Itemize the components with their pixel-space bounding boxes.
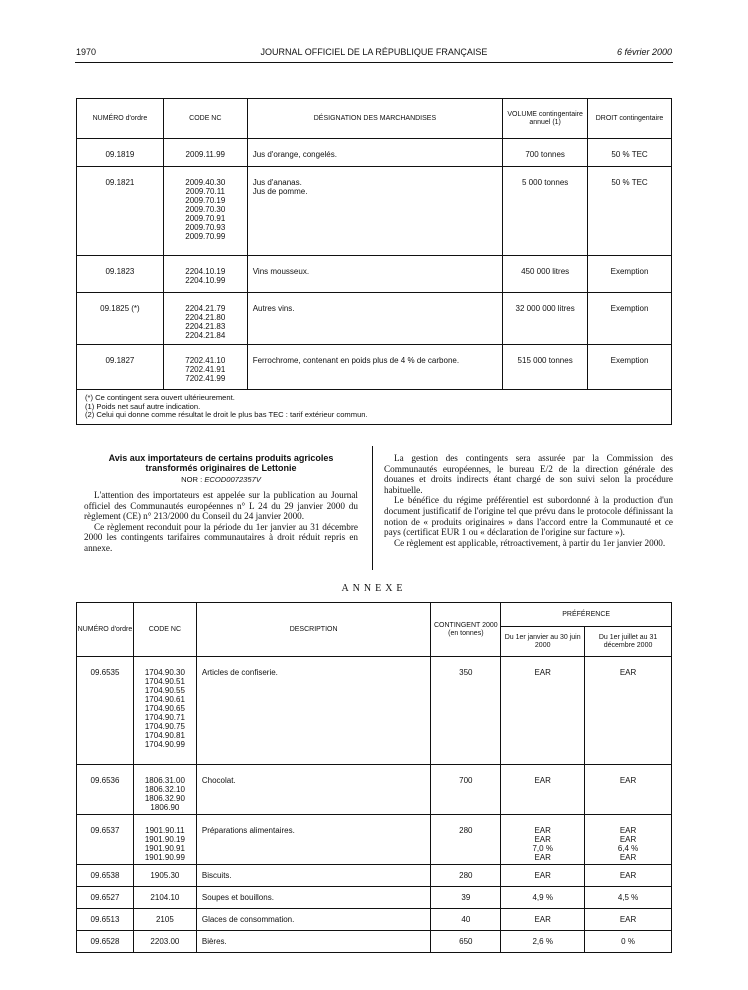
- col-header-contingent: CONTINGENT 2000 (en tonnes): [431, 603, 501, 657]
- period2-cell-line: 0 %: [621, 937, 635, 946]
- volume-cell-line: 450 000 litres: [521, 267, 570, 276]
- period2-cell-line: EAR: [619, 871, 637, 880]
- code-nc-cell: [163, 139, 247, 167]
- description-cell-line: Glaces de consommation.: [201, 915, 295, 924]
- description-cell-line: Soupes et bouillons.: [201, 893, 274, 902]
- contingent-cell-line: 39: [461, 893, 471, 902]
- description-cell-line: Biscuits.: [201, 871, 232, 880]
- code-nc-cell-line: 2104.10: [150, 893, 180, 902]
- numero-cell-line: 09.6538: [90, 871, 120, 880]
- numero-cell-line: 09.6527: [90, 893, 120, 902]
- designation-cell: [247, 345, 502, 390]
- nor-value: ECOD0072357V: [204, 475, 261, 484]
- period1-cell: [501, 865, 585, 887]
- code-nc-cell-line: 2105: [155, 915, 174, 924]
- col-header-description: DESCRIPTION: [196, 603, 431, 657]
- description-cell-line: Préparations alimentaires.: [201, 826, 295, 835]
- numero-cell-line: 09.6537: [90, 826, 120, 835]
- col-header-volume: VOLUME contingentaire annuel (1): [503, 99, 588, 139]
- col-header-period2: Du 1er juillet au 31 décembre 2000: [585, 627, 672, 657]
- period1-cell: [501, 931, 585, 953]
- code-nc-cell-line: 2009.11.99: [185, 150, 225, 159]
- nor-label: NOR :: [181, 475, 203, 484]
- code-nc-cell-line: 1704.90.65: [144, 704, 185, 713]
- code-nc-cell: [133, 931, 196, 953]
- numero-cell-line: 09.6513: [90, 915, 120, 924]
- code-nc-cell-line: 1704.90.30: [144, 668, 185, 677]
- period2-cell: [585, 865, 672, 887]
- notice-paragraph: La gestion des contingents sera assurée par la Commission des Communautés européennes, le bureau E/2 de la direction générale des douanes et droits indirects étant chargé de son suivi selon la procédure habituelle.: [384, 453, 673, 495]
- numero-cell-line: 09.6528: [90, 937, 120, 946]
- description-cell: [196, 765, 431, 815]
- code-nc-cell-line: 1806.31.00: [144, 776, 185, 785]
- contingent-cell: [431, 765, 501, 815]
- code-nc-cell-line: 1905.30: [150, 871, 180, 880]
- table-row: [77, 256, 672, 293]
- numero-cell: [77, 293, 164, 345]
- period2-cell-line: 4,5 %: [617, 893, 639, 902]
- droit-cell: [588, 256, 672, 293]
- table-row: [77, 909, 672, 931]
- contingent-cell-line: 280: [459, 871, 473, 880]
- contingent-cell-line: 650: [459, 937, 473, 946]
- code-nc-cell: [133, 887, 196, 909]
- code-nc-cell-line: 2204.21.79: [185, 304, 226, 313]
- col-header-preference: PRÉFÉRENCE: [501, 603, 672, 627]
- period1-cell: [501, 887, 585, 909]
- contingent-cell: [431, 865, 501, 887]
- designation-cell-line: Jus de pomme.: [252, 187, 308, 196]
- table-notes: [77, 390, 672, 425]
- contingent-cell: [431, 931, 501, 953]
- designation-cell-line: Autres vins.: [252, 304, 295, 313]
- contingent-cell-line: 700: [459, 776, 473, 785]
- code-nc-cell-line: 1901.90.99: [144, 853, 185, 862]
- period1-cell-line: EAR: [534, 853, 551, 862]
- table-row: [77, 765, 672, 815]
- volume-cell: [503, 167, 588, 256]
- period2-cell-line: EAR: [619, 835, 637, 844]
- code-nc-cell: [133, 815, 196, 865]
- header-rule: [75, 62, 673, 63]
- note-line: (1) Poids net sauf autre indication.: [85, 401, 201, 411]
- period2-cell-line: EAR: [619, 776, 637, 785]
- code-nc-cell-line: 7202.41.99: [185, 374, 226, 383]
- numero-cell: [77, 815, 134, 865]
- period1-cell: [501, 815, 585, 865]
- numero-cell-line: 09.1827: [105, 356, 135, 365]
- droit-cell-line: 50 % TEC: [611, 150, 648, 159]
- description-cell: [196, 815, 431, 865]
- quota-table: [76, 98, 672, 425]
- period2-cell-line: EAR: [619, 853, 637, 862]
- designation-cell: [247, 167, 502, 256]
- numero-cell-line: 09.1821: [105, 178, 135, 187]
- period2-cell: [585, 931, 672, 953]
- col-header-numero: NUMÉRO d'ordre: [77, 99, 164, 139]
- notice-paragraph: Le bénéfice du régime préférentiel est subordonné à la production d'un document justificatif de l'origine tel que prévu dans le protocole définissant la notion de « produits originaires » dans l'accord entre la Communauté et ce pays (certificat EUR 1 ou « déclaration de l'origine sur facture »).: [384, 495, 673, 538]
- description-cell: [196, 931, 431, 953]
- droit-cell-line: 50 % TEC: [611, 178, 648, 187]
- annexe-table: [76, 602, 672, 953]
- numero-cell-line: 09.1825 (*): [100, 304, 140, 313]
- code-nc-cell-line: 1704.90.75: [144, 722, 185, 731]
- contingent-cell: [431, 815, 501, 865]
- period2-cell-line: EAR: [619, 668, 637, 677]
- table-row: [77, 139, 672, 167]
- period2-cell: [585, 765, 672, 815]
- table-row: [77, 865, 672, 887]
- designation-cell: [247, 139, 502, 167]
- numero-cell: [77, 887, 134, 909]
- description-cell: [196, 909, 431, 931]
- code-nc-cell-line: 1901.90.19: [144, 835, 185, 844]
- contingent-cell: [431, 657, 501, 765]
- numero-cell: [77, 139, 164, 167]
- table-row: [77, 657, 672, 765]
- code-nc-cell-line: 2204.10.99: [185, 276, 226, 285]
- volume-cell: [503, 293, 588, 345]
- numero-cell-line: 09.1823: [105, 267, 135, 276]
- volume-cell-line: 700 tonnes: [525, 150, 565, 159]
- code-nc-cell: [163, 345, 247, 390]
- code-nc-cell-line: 1806.32.10: [144, 785, 185, 794]
- volume-cell-line: 5 000 tonnes: [522, 178, 569, 187]
- description-cell-line: Bières.: [201, 937, 227, 946]
- col-header-designation: DÉSIGNATION DES MARCHANDISES: [247, 99, 502, 139]
- code-nc-cell-line: 1806.90: [150, 803, 180, 812]
- note-line: (*) Ce contingent sera ouvert ultérieurement.: [85, 393, 235, 402]
- code-nc-cell-line: 2009.40.30: [185, 178, 226, 187]
- period1-cell: [501, 657, 585, 765]
- designation-cell-line: Ferrochrome, contenant en poids plus de 4 % de carbone.: [252, 356, 460, 365]
- numero-cell: [77, 167, 164, 256]
- notice-left-column: [84, 453, 358, 554]
- code-nc-cell-line: 2204.10.19: [185, 267, 226, 276]
- code-nc-cell-line: 7202.41.91: [185, 365, 226, 374]
- volume-cell-line: 515 000 tonnes: [517, 356, 573, 365]
- contingent-cell-line: 350: [459, 668, 473, 677]
- table-row: [77, 345, 672, 390]
- code-nc-cell-line: 2203.00: [150, 937, 180, 946]
- table-row: [77, 931, 672, 953]
- volume-cell-line: 32 000 000 litres: [515, 304, 575, 313]
- notice-paragraph: Ce règlement reconduit pour la période du 1er janvier au 31 décembre 2000 les contingents tarifaires communautaires à droit réduit repris en annexe.: [84, 521, 358, 553]
- page-date: 6 février 2000: [616, 47, 672, 57]
- period1-cell-line: EAR: [534, 826, 551, 835]
- period2-cell-line: 6,4 %: [617, 844, 639, 853]
- droit-cell-line: Exemption: [610, 267, 649, 276]
- code-nc-cell-line: 1704.90.55: [144, 686, 185, 695]
- contingent-cell-line: 280: [459, 826, 473, 835]
- code-nc-cell-line: 2204.21.84: [185, 331, 226, 340]
- period2-cell: [585, 657, 672, 765]
- table-row: [77, 815, 672, 865]
- code-nc-cell-line: 7202.41.10: [185, 356, 226, 365]
- code-nc-cell-line: 1704.90.61: [144, 695, 185, 704]
- notice-title: Avis aux importateurs de certains produits agricoles transformés originaires de Lettonie: [108, 453, 334, 473]
- period1-cell-line: 7,0 %: [532, 844, 553, 853]
- volume-cell: [503, 345, 588, 390]
- designation-cell-line: Jus d'ananas.: [252, 178, 302, 187]
- table-row: [77, 887, 672, 909]
- contingent-cell-line: 40: [461, 915, 471, 924]
- period1-cell-line: EAR: [534, 835, 551, 844]
- period1-cell-line: EAR: [534, 776, 551, 785]
- code-nc-cell-line: 1704.90.51: [144, 677, 185, 686]
- col-header-numero: NUMÉRO d'ordre: [77, 603, 134, 657]
- designation-cell-line: Jus d'orange, congelés.: [252, 150, 337, 159]
- description-cell-line: Articles de confiserie.: [201, 668, 278, 677]
- droit-cell: [588, 293, 672, 345]
- numero-cell: [77, 931, 134, 953]
- numero-cell: [77, 345, 164, 390]
- code-nc-cell-line: 1901.90.11: [145, 826, 185, 835]
- description-cell: [196, 657, 431, 765]
- code-nc-cell-line: 1901.90.91: [144, 844, 185, 853]
- code-nc-cell-line: 2009.70.93: [185, 223, 226, 232]
- period1-cell-line: EAR: [534, 871, 551, 880]
- code-nc-cell-line: 1704.90.71: [144, 713, 185, 722]
- col-header-droit: DROIT contingentaire: [588, 99, 672, 139]
- nor-reference: [84, 475, 358, 484]
- period2-cell: [585, 887, 672, 909]
- numero-cell: [77, 765, 134, 815]
- code-nc-cell: [163, 293, 247, 345]
- designation-cell-line: Vins mousseux.: [252, 267, 310, 276]
- code-nc-cell-line: 2204.21.83: [185, 322, 226, 331]
- designation-cell: [247, 293, 502, 345]
- numero-cell: [77, 657, 134, 765]
- period1-cell-line: 4,9 %: [532, 893, 553, 902]
- code-nc-cell: [163, 256, 247, 293]
- code-nc-cell: [163, 167, 247, 256]
- period1-cell-line: EAR: [534, 915, 551, 924]
- droit-cell: [588, 345, 672, 390]
- droit-cell-line: Exemption: [610, 304, 649, 313]
- notice-right-column: [384, 453, 673, 548]
- col-header-code-nc: CODE NC: [133, 603, 196, 657]
- contingent-cell: [431, 887, 501, 909]
- note-line: (2) Celui qui donne comme résultat le droit le plus bas TEC : tarif extérieur commun.: [85, 410, 368, 420]
- code-nc-cell-line: 1806.32.90: [144, 794, 185, 803]
- numero-cell: [77, 256, 164, 293]
- numero-cell-line: 09.6535: [90, 668, 120, 677]
- notice-paragraph: L'attention des importateurs est appelée sur la publication au Journal officiel des Communautés européennes n° L 24 du 29 janvier 2000 du règlement (CE) n° 213/2000 du Conseil du 24 janvier 2000.: [84, 490, 358, 522]
- period2-cell-line: EAR: [619, 915, 637, 924]
- numero-cell: [77, 865, 134, 887]
- code-nc-cell: [133, 909, 196, 931]
- code-nc-cell: [133, 865, 196, 887]
- code-nc-cell-line: 2009.70.11: [185, 187, 225, 196]
- code-nc-cell-line: 2009.70.99: [185, 232, 226, 241]
- droit-cell: [588, 167, 672, 256]
- code-nc-cell-line: 2009.70.19: [185, 196, 226, 205]
- description-cell: [196, 865, 431, 887]
- col-header-code-nc: CODE NC: [163, 99, 247, 139]
- period1-cell-line: 2,6 %: [532, 937, 553, 946]
- code-nc-cell-line: 1704.90.99: [144, 740, 185, 749]
- period1-cell-line: EAR: [534, 668, 551, 677]
- volume-cell: [503, 256, 588, 293]
- col-header-period1: Du 1er janvier au 30 juin 2000: [501, 627, 585, 657]
- notice-paragraph: Ce règlement est applicable, rétroactivement, à partir du 1er janvier 2000.: [394, 537, 666, 548]
- period2-cell: [585, 815, 672, 865]
- description-cell: [196, 887, 431, 909]
- period1-cell: [501, 765, 585, 815]
- table-row: [77, 167, 672, 256]
- page-number: 1970: [76, 47, 97, 57]
- droit-cell: [588, 139, 672, 167]
- code-nc-cell: [133, 765, 196, 815]
- designation-cell: [247, 256, 502, 293]
- numero-cell-line: 09.1819: [105, 150, 135, 159]
- code-nc-cell-line: 2009.70.30: [185, 205, 226, 214]
- numero-cell: [77, 909, 134, 931]
- contingent-cell: [431, 909, 501, 931]
- description-cell-line: Chocolat.: [201, 776, 236, 785]
- volume-cell: [503, 139, 588, 167]
- code-nc-cell-line: 1704.90.81: [144, 731, 185, 740]
- table-row: [77, 293, 672, 345]
- period2-cell-line: EAR: [619, 826, 637, 835]
- droit-cell-line: Exemption: [610, 356, 649, 365]
- code-nc-cell: [133, 657, 196, 765]
- journal-title: JOURNAL OFFICIEL DE LA RÉPUBLIQUE FRANÇAISE: [260, 47, 488, 57]
- numero-cell-line: 09.6536: [90, 776, 120, 785]
- period1-cell: [501, 909, 585, 931]
- code-nc-cell-line: 2204.21.80: [185, 313, 226, 322]
- code-nc-cell-line: 2009.70.91: [185, 214, 226, 223]
- annexe-title: ANNEXE: [341, 583, 407, 594]
- column-separator: [372, 446, 373, 570]
- period2-cell: [585, 909, 672, 931]
